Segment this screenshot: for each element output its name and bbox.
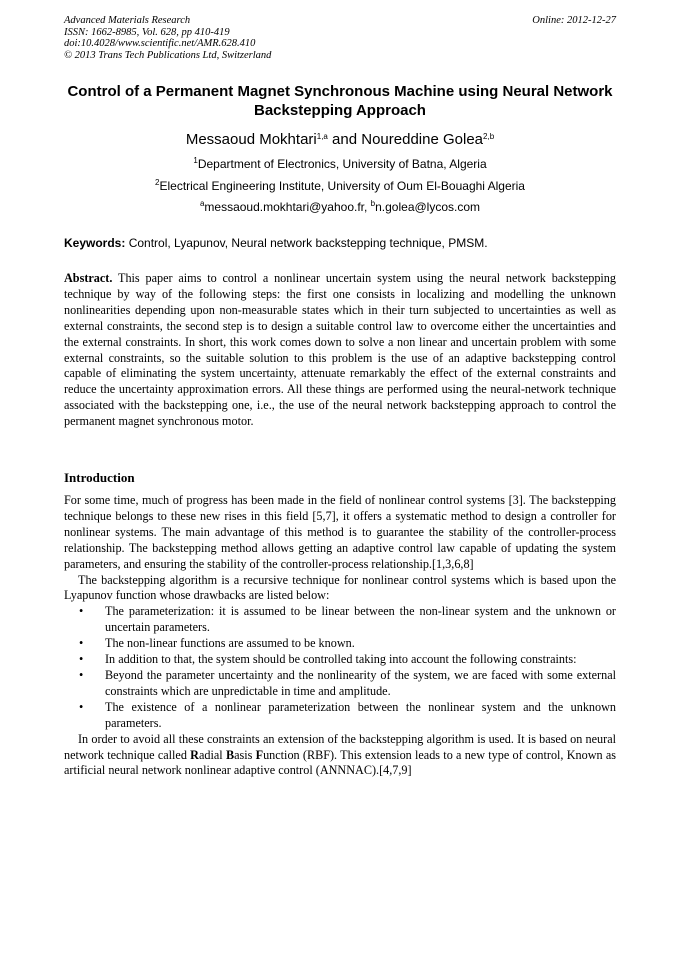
list-item bbox=[64, 636, 616, 652]
rbf-initial-f: F bbox=[255, 747, 264, 762]
issn-line: ISSN: 1662-8985, Vol. 628, pp 410-419 bbox=[64, 26, 230, 38]
email-a: messaoud.mokhtari@yahoo.fr, bbox=[204, 200, 371, 214]
rbf-initial-r: R bbox=[190, 747, 199, 762]
list-item bbox=[64, 652, 616, 668]
affiliation-1 bbox=[64, 157, 616, 172]
bullet-icon: • bbox=[79, 604, 84, 619]
list-item bbox=[64, 668, 616, 700]
bullet-icon: • bbox=[79, 652, 84, 667]
bullet-icon: • bbox=[79, 699, 84, 714]
author-2-superscript: 2,b bbox=[483, 132, 495, 141]
abstract-text: This paper aims to control a nonlinear uncertain system using the neural network backstepping technique by way of the following steps: the first one consists in localizing and modelling the unknown nonlinearities depending upon non-measurable states which in their turn subjected to uncertainties as well as external constraints, the second step is to design a suitable control law to overcome either the uncertainties and the external constraints. In short, this work comes down to solve a non linear and uncertain problem with some external constraints, so the suitable solution to this problem is the use of an adaptive backstepping control capable of eliminating the system uncertainty, attenuate remarkably the effect of the external constraints and reduce the uncertainty approximation errors. All these things are performed using the neural-network technique associated with the backstepping one, i.e., the use of the neural network backstepping approach to control the permanent magnet synchronous motor. bbox=[64, 271, 616, 429]
email-b: n.golea@lycos.com bbox=[375, 200, 481, 214]
affiliation-1-superscript: 1 bbox=[193, 156, 198, 165]
paragraph bbox=[64, 732, 616, 780]
introduction-body bbox=[64, 493, 616, 779]
online-date: Online: 2012-12-27 bbox=[532, 15, 616, 26]
list-item-text: The non-linear functions are assumed to be known. bbox=[105, 636, 355, 651]
drawback-list bbox=[64, 604, 616, 731]
keywords bbox=[64, 236, 616, 251]
affiliation-1-text: Department of Electronics, University of Batna, Algeria bbox=[197, 157, 487, 171]
doi-line: doi:10.4028/www.scientific.net/AMR.628.410 bbox=[64, 38, 256, 50]
journal-header bbox=[64, 15, 616, 61]
affiliation-2-superscript: 2 bbox=[155, 178, 160, 187]
author-line bbox=[64, 131, 616, 149]
copyright-line: © 2013 Trans Tech Publications Ltd, Switzerland bbox=[64, 49, 272, 61]
abstract bbox=[64, 271, 616, 430]
introduction-heading: Introduction bbox=[64, 470, 135, 485]
paper-title: Control of a Permanent Magnet Synchronous Machine using Neural Network Backstepping Approach bbox=[67, 83, 613, 119]
bullet-icon: • bbox=[79, 667, 84, 682]
email-line bbox=[64, 200, 616, 215]
paragraph: For some time, much of progress has been made in the field of nonlinear control systems [3]. The backstepping technique belongs to these new rises in this field [5,7], it offers a systematic method to design a controller for nonlinear systems. The main advantage of this method is to guarantee the stability of the controller-process relationship. The backstepping method allows getting an adaptive control law capable of updating the system parameters, and ensuring the stability of the controller-process relationship.[1,3,6,8] bbox=[64, 493, 616, 571]
rbf-word-function: unction bbox=[263, 747, 300, 762]
keywords-text: Control, Lyapunov, Neural network backstepping technique, PMSM. bbox=[125, 236, 488, 250]
list-item-text: In addition to that, the system should be controlled taking into account the following constraints: bbox=[105, 652, 577, 667]
author-conjunction: and bbox=[327, 131, 362, 148]
rbf-word-basis: asis bbox=[234, 747, 256, 762]
rbf-initial-b: B bbox=[225, 747, 235, 762]
list-item bbox=[64, 700, 616, 732]
author-1-superscript: 1,a bbox=[316, 132, 328, 141]
list-item bbox=[64, 604, 616, 636]
bullet-icon: • bbox=[79, 636, 84, 651]
list-item-text: The existence of a nonlinear parameterization between the nonlinear system and the unknown parameters. bbox=[105, 699, 616, 730]
email-b-superscript: b bbox=[370, 199, 376, 208]
journal-name: Advanced Materials Research bbox=[64, 15, 191, 26]
list-item-text: Beyond the parameter uncertainty and the nonlinearity of the system, we are faced with some external constraints which are unpredictable in time and amplitude. bbox=[105, 667, 616, 698]
paragraph-text: In order to avoid all these constraints an extension of the backstepping algorithm is used. It is based on neural network technique called bbox=[64, 731, 616, 762]
paragraph-text: (RBF). This extension leads to a new type of control, Known as artificial neural network nonlinear adaptive control (ANNNAC).[4,7,9] bbox=[64, 747, 617, 778]
author-2: Noureddine Golea bbox=[361, 131, 484, 148]
email-a-superscript: a bbox=[199, 199, 205, 208]
paragraph: The backstepping algorithm is a recursive technique for nonlinear control systems which is based upon the Lyapunov function whose drawbacks are listed below: bbox=[64, 572, 616, 603]
abstract-label: Abstract. bbox=[64, 271, 113, 285]
rbf-word-radial: adial bbox=[198, 747, 226, 762]
affiliation-2-text: Electrical Engineering Institute, University of Oum El-Bouaghi Algeria bbox=[159, 179, 525, 193]
list-item-text: The parameterization: it is assumed to be linear between the non-linear system and the unknown or uncertain parameters. bbox=[105, 604, 616, 635]
affiliation-2 bbox=[64, 179, 616, 194]
author-1: Messaoud Mokhtari bbox=[185, 131, 317, 148]
keywords-label: Keywords: bbox=[64, 236, 126, 250]
